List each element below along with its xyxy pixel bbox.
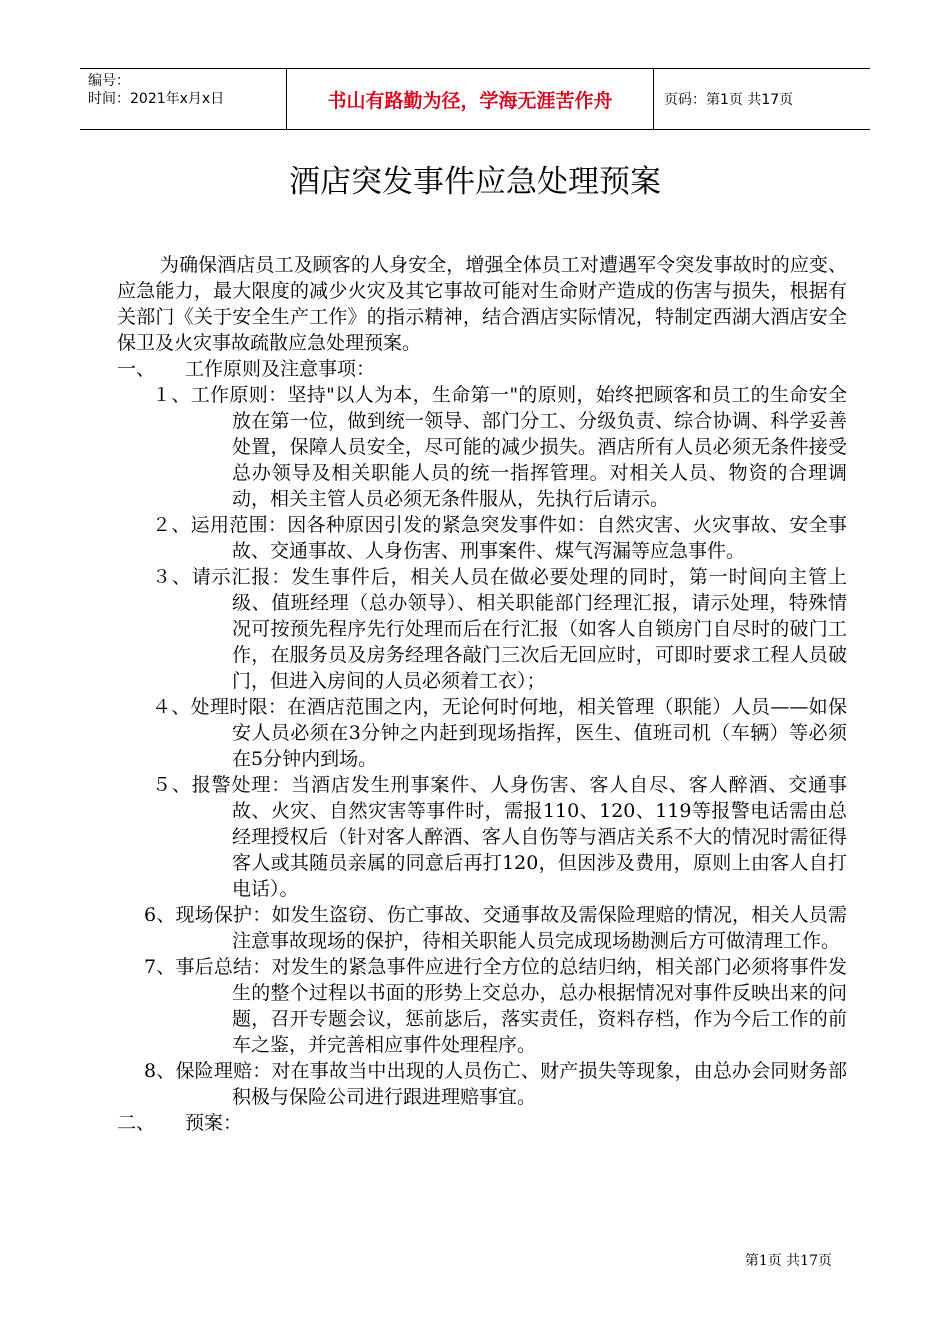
document-body (117, 252, 847, 1136)
header-page-label: 页码：第1页 共17页 (664, 92, 794, 108)
item-lead: 8、保险理赔： (144, 1060, 272, 1082)
list-item (117, 564, 847, 694)
list-item (117, 512, 847, 564)
section-1-number: 一、 (117, 358, 156, 380)
item-lead: １、工作原则： (152, 384, 288, 406)
item-lead: 7、事后总结： (144, 956, 272, 978)
list-item (117, 902, 847, 954)
item-text: 当酒店发生刑事案件、人身伤害、客人自尽、客人醉酒、交通事故、火灾、自然灾害等事件时，需报110、120、119等报警电话需由总经理授权后（针对客人醉酒、客人自伤等与酒店关系不大的情况时需征得客人或其随员亲属的同意后再打120，但因涉及费用，原则上由客人自打电话）。 (232, 774, 847, 900)
item-text: 坚持"以人为本，生命第一"的原则，始终把顾客和员工的生命安全放在第一位，做到统一领导、部门分工、分级负责、综合协调、科学妥善处置，保障人员安全，尽可能的减少损失。酒店所有人员必须无条件接受总办领导及相关职能人员的统一指挥管理。对相关人员、物资的合理调动，相关主管人员必须无条件服从，先执行后请示。 (232, 384, 847, 510)
header-motto: 书山有路勤为径，学海无涯苦作舟 (287, 69, 654, 129)
item-text: 如发生盗窃、伤亡事故、交通事故及需保险理赔的情况，相关人员需注意事故现场的保护，待相关职能人员完成现场勘测后方可做清理工作。 (232, 904, 847, 952)
page-footer: 第1页 共17页 (744, 1253, 832, 1269)
section-1-heading (117, 356, 847, 382)
header-meta (80, 69, 287, 129)
section-1-title: 工作原则及注意事项： (185, 358, 376, 380)
item-text: 在酒店范围之内，无论何时何地，相关管理（职能）人员——如保安人员必须在3分钟之内赶到现场指挥，医生、值班司机（车辆）等必须在5分钟内到场。 (232, 696, 847, 770)
item-text: 对在事故当中出现的人员伤亡、财产损失等现象，由总办会同财务部积极与保险公司进行跟进理赔事宜。 (232, 1060, 847, 1108)
item-lead: ２、运用范围： (152, 514, 288, 536)
document-title: 酒店突发事件应急处理预案 (289, 164, 661, 200)
list-item (117, 382, 847, 512)
list-item (117, 772, 847, 902)
item-text: 因各种原因引发的紧急突发事件如：自然灾害、火灾事故、安全事故、交通事故、人身伤害、刑事案件、煤气泻漏等应急事件。 (232, 514, 847, 562)
list-item (117, 1058, 847, 1110)
item-lead: ３、请示汇报： (152, 566, 292, 588)
section-2-heading (117, 1110, 847, 1136)
item-lead: 6、现场保护： (144, 904, 272, 926)
page-header (80, 68, 870, 130)
section-2-title: 预案： (185, 1112, 243, 1134)
list-item (117, 694, 847, 772)
time-label: 时间：2021年x月x日 (88, 91, 225, 107)
section-2-number: 二、 (117, 1112, 156, 1134)
item-text: 对发生的紧急事件应进行全方位的总结归纳，相关部门必须将事件发生的整个过程以书面的形势上交总办，总办根据情况对事件反映出来的问题，召开专题会议，惩前毖后，落实责任，资料存档，作为今后工作的前车之鉴，并完善相应事件处理程序。 (232, 956, 847, 1056)
number-label: 编号： (88, 73, 130, 89)
intro-paragraph: 为确保酒店员工及顾客的人身安全，增强全体员工对遭遇军令突发事故时的应变、应急能力，最大限度的减少火灾及其它事故可能对生命财产造成的伤害与损失，根据有关部门《关于安全生产工作》的指示精神，结合酒店实际情况，特制定西湖大酒店安全保卫及火灾事故疏散应急处理预案。 (117, 254, 847, 354)
item-lead: ５、报警处理： (152, 774, 292, 796)
list-item (117, 954, 847, 1058)
item-lead: ４、处理时限： (152, 696, 288, 718)
item-text: 发生事件后，相关人员在做必要处理的同时，第一时间向主管上级、值班经理（总办领导）、相关职能部门经理汇报，请示处理，特殊情况可按预先程序先行处理而后在行汇报（如客人自锁房门自尽时的破门工作，在服务员及房务经理各敲门三次后无回应时，可即时要求工程人员破门，但进入房间的人员必须着工衣）； (232, 566, 847, 692)
